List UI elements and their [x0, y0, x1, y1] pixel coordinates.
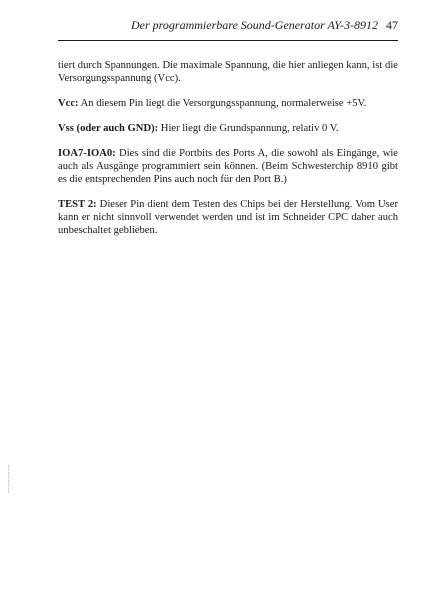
page-number: 47 [386, 18, 398, 32]
paragraph-continuation [58, 59, 398, 85]
paragraph-text: Hier liegt die Grundspannung, relativ 0 V. [158, 123, 339, 134]
page-header [58, 18, 398, 33]
paragraph-text: An diesem Pin liegt die Versorgungsspannung, normalerweise +5V. [78, 98, 367, 109]
term-ioa: IOA7-IOA0: [58, 148, 116, 159]
paragraph-text: Dieser Pin dient dem Testen des Chips bei der Herstellung. Vom User kann er nicht sinnvoll verwendet werden und ist im Schneider CPC daher auch unbeschaltet geblieben. [58, 199, 398, 236]
term-vss: Vss (oder auch GND): [58, 123, 159, 134]
scan-artifact [8, 465, 10, 493]
term-test2: TEST 2: [58, 199, 97, 210]
running-title: Der programmierbare Sound-Generator AY-3-8912 [131, 18, 378, 32]
paragraph-test2 [58, 198, 398, 237]
paragraph-ioa [58, 147, 398, 186]
paragraph-text: Dies sind die Portbits des Ports A, die sowohl als Eingänge, wie auch als Ausgänge programmiert sein können. (Beim Schwesterchip 8910 gibt es die entsprechenden Pins auch noch für den Port B.) [58, 148, 398, 185]
paragraph-text: tiert durch Spannungen. Die maximale Spannung, die hier anliegen kann, ist die Versorgungsspannung (Vcc). [58, 60, 398, 84]
paragraph-vss [58, 122, 398, 135]
header-rule [58, 40, 398, 41]
body-text [58, 59, 398, 249]
term-vcc: Vcc: [58, 98, 79, 109]
paragraph-vcc [58, 97, 398, 110]
